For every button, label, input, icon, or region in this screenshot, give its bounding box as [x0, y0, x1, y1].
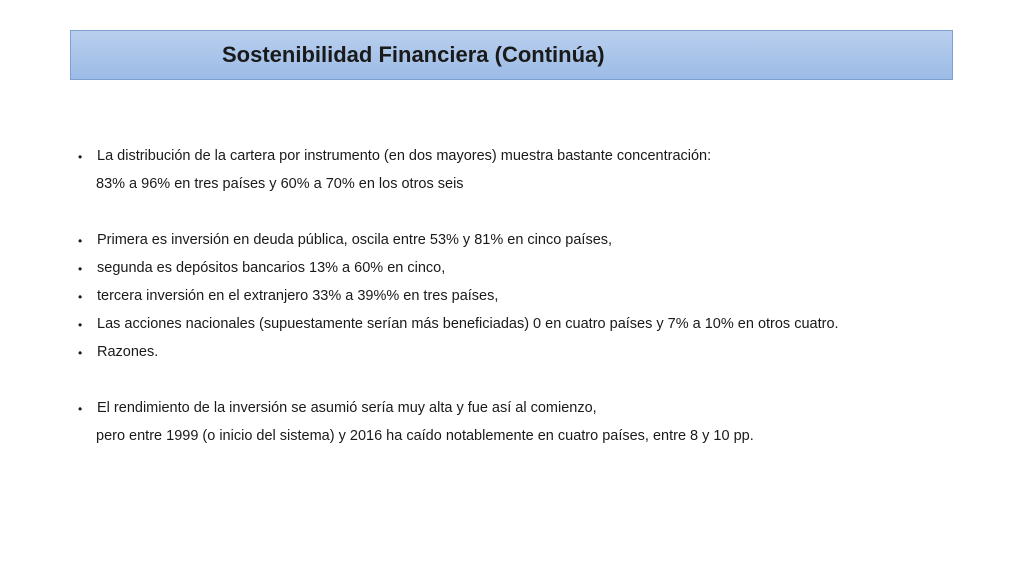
continuation-text: pero entre 1999 (o inicio del sistema) y 2016 ha caído notablemente en cuatro países, entre 8 y 10 pp.	[96, 428, 754, 444]
bullet-marker: •	[78, 262, 83, 276]
bullet-text: tercera inversión en el extranjero 33% a 39%% en tres países,	[97, 288, 499, 304]
bullet-marker: •	[78, 402, 83, 416]
bullet-marker: •	[78, 346, 83, 360]
bullet-text: Razones.	[97, 344, 159, 360]
bullet-marker: •	[78, 318, 83, 332]
bullet-text: segunda es depósitos bancarios 13% a 60% en cinco,	[97, 260, 446, 276]
slide-title: Sostenibilidad Financiera (Continúa)	[222, 42, 605, 67]
bullet-text: La distribución de la cartera por instrumento (en dos mayores) muestra bastante concentración:	[97, 148, 712, 164]
bullet-marker: •	[78, 234, 83, 248]
bullet-marker: •	[78, 290, 83, 304]
bullet-text: El rendimiento de la inversión se asumió sería muy alta y fue así al comienzo,	[97, 400, 597, 416]
title-bar	[70, 30, 953, 80]
bullet-text: Primera es inversión en deuda pública, oscila entre 53% y 81% en cinco países,	[97, 232, 613, 248]
continuation-text: 83% a 96% en tres países y 60% a 70% en los otros seis	[96, 176, 464, 192]
bullet-text: Las acciones nacionales (supuestamente serían más beneficiadas) 0 en cuatro países y 7% a 10% en otros cuatro.	[97, 316, 839, 332]
bullet-marker: •	[78, 150, 83, 164]
